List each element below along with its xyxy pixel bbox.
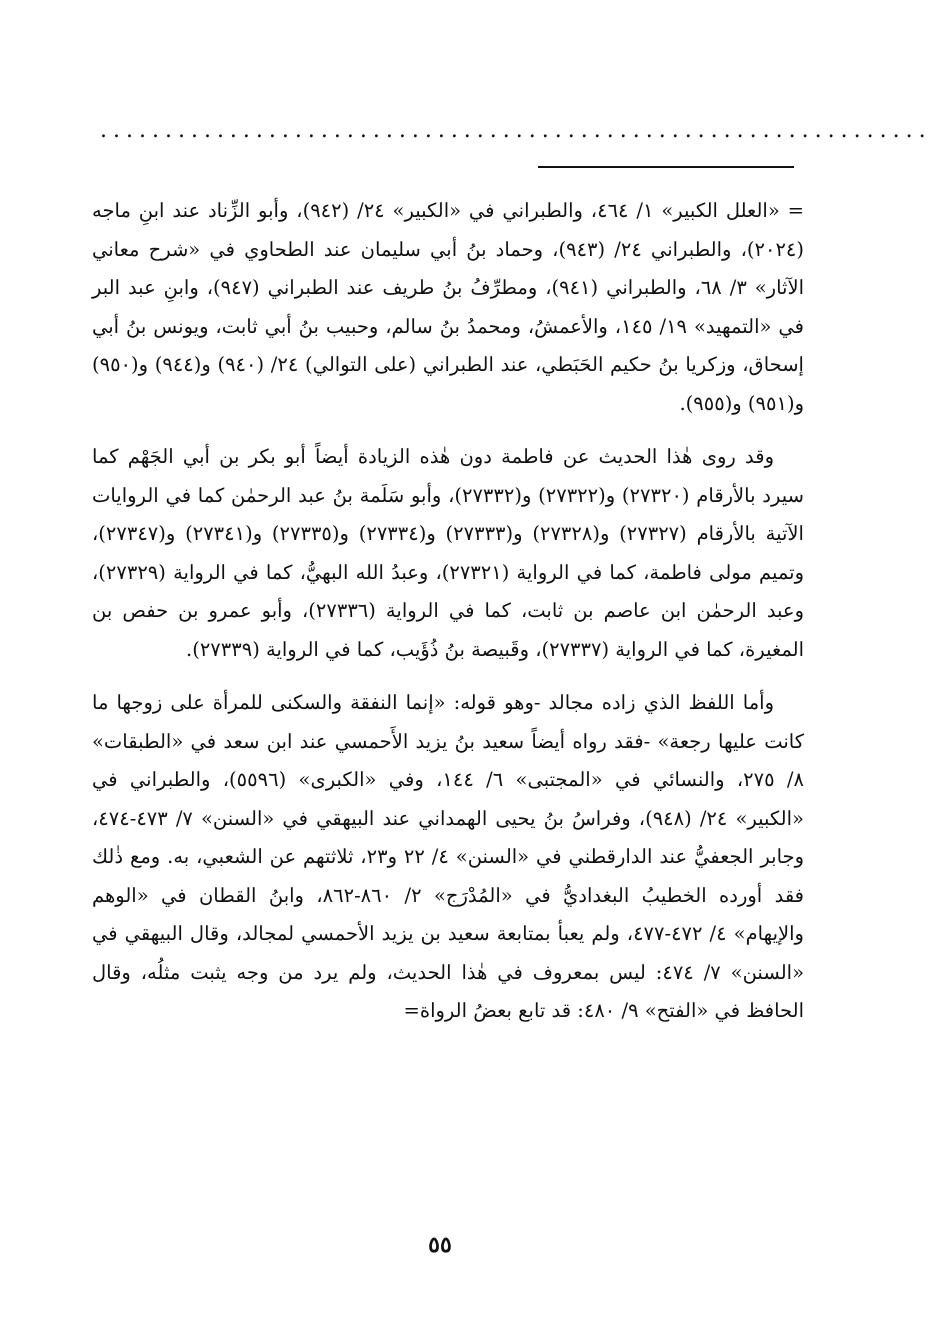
paragraph-3: وأما اللفظ الذي زاده مجالد -وهو قوله: «إنما النفقة والسكنى للمرأة على زوجها ما كانت عليها رجعة» -فقد رواه أيضاً سعيد بنُ يزيد الأَحمسي عند ابن سعد في «الطبقات» ٨/ ٢٧٥، والنسائي في «المجتبى» ٦/ ١٤٤، وفي «الكبرى» (٥٥٩٦)، والطبراني في «الكبير» ٢٤/ (٩٤٨)، وفراسُ بنُ يحيى الهمداني عند البيهقي في «السنن» ٧/ ٤٧٣-٤٧٤، وجابر الجعفيُّ عند الدارقطني في «السنن» ٤/ ٢٢ و٢٣، ثلاثتهم عن الشعبي، به. ومع ذٰلك فقد أورده الخطيبُ البغداديُّ في «المُدْرَج» ٢/ ٨٦٠-٨٦٢، وابنُ القطان في «الوهم والإيهام» ٤/ ٤٧٢-٤٧٧، ولم يعبأ بمتابعة سعيد بن يزيد الأحمسي لمجالد، وقال البيهقي في «السنن» ٧/ ٤٧٤: ليس بمعروف في هٰذا الحديث، ولم يرد من وجه يثبت مثلُه، وقال الحافظ في «الفتح» ٩/ ٤٨٠: قد تابع بعضُ الرواة= xyxy=(92,691,805,1022)
paragraph-1: = «العلل الكبير» ١/ ٤٦٤، والطبراني في «الكبير» ٢٤/ (٩٤٢)، وأبو الزِّناد عند ابنِ ماجه (٢٠٢٤)، والطبراني ٢٤/ (٩٤٣)، وحماد بنُ أبي سليمان عند الطحاوي في «شرح معاني الآثار» ٣/ ٦٨، والطبراني (٩٤١)، ومطرِّفُ بنُ طريف عند الطبراني (٩٤٧)، وابنِ عبد البر في «التمهيد» ١٩/ ١٤٥، والأعمشُ، ومحمدُ بنُ سالم، وحبيب بنُ أبي ثابت، ويونس بنُ أبي إسحاق، وزكريا بنُ حكيم الحَبَطي، عند الطبراني (على التوالي) ٢٤/ (٩٤٠) و(٩٤٤) و(٩٥٠) و(٩٥١) و(٩٥٥). xyxy=(92,199,805,415)
page-number: ٥٥ xyxy=(428,1232,452,1258)
paragraph-2: وقد روى هٰذا الحديث عن فاطمة دون هٰذه الزيادة أيضاً أبو بكر بن أبي الجَهْم كما سيرد بالأرقام (٢٧٣٢٠) و(٢٧٣٢٢) و(٢٧٣٣٢)، وأبو سَلَمة بنُ عبد الرحمٰن كما في الروايات الآتية بالأرقام (٢٧٣٢٧) و(٢٧٣٢٨) و(٢٧٣٣٣) و(٢٧٣٣٤) و(٢٧٣٣٥) و(٢٧٣٤١) و(٢٧٣٤٧)، وتميم مولى فاطمة، كما في الرواية (٢٧٣٢١)، وعبدُ الله البهيُّ، كما في الرواية (٢٧٣٢٩)، وعبد الرحمٰن ابن عاصم بن ثابت، كما في الرواية (٢٧٣٣٦)، وأبو عمرو بن حفص بن المغيرة، كما في الرواية (٢٧٣٣٧)، وقَبيصة بنُ ذُؤَيب، كما في الرواية (٢٧٣٣٩). xyxy=(92,445,804,661)
dotted-separator: ................................................................ xyxy=(100,118,932,143)
footnote-rule xyxy=(538,166,794,168)
footnote-body xyxy=(92,192,804,1046)
